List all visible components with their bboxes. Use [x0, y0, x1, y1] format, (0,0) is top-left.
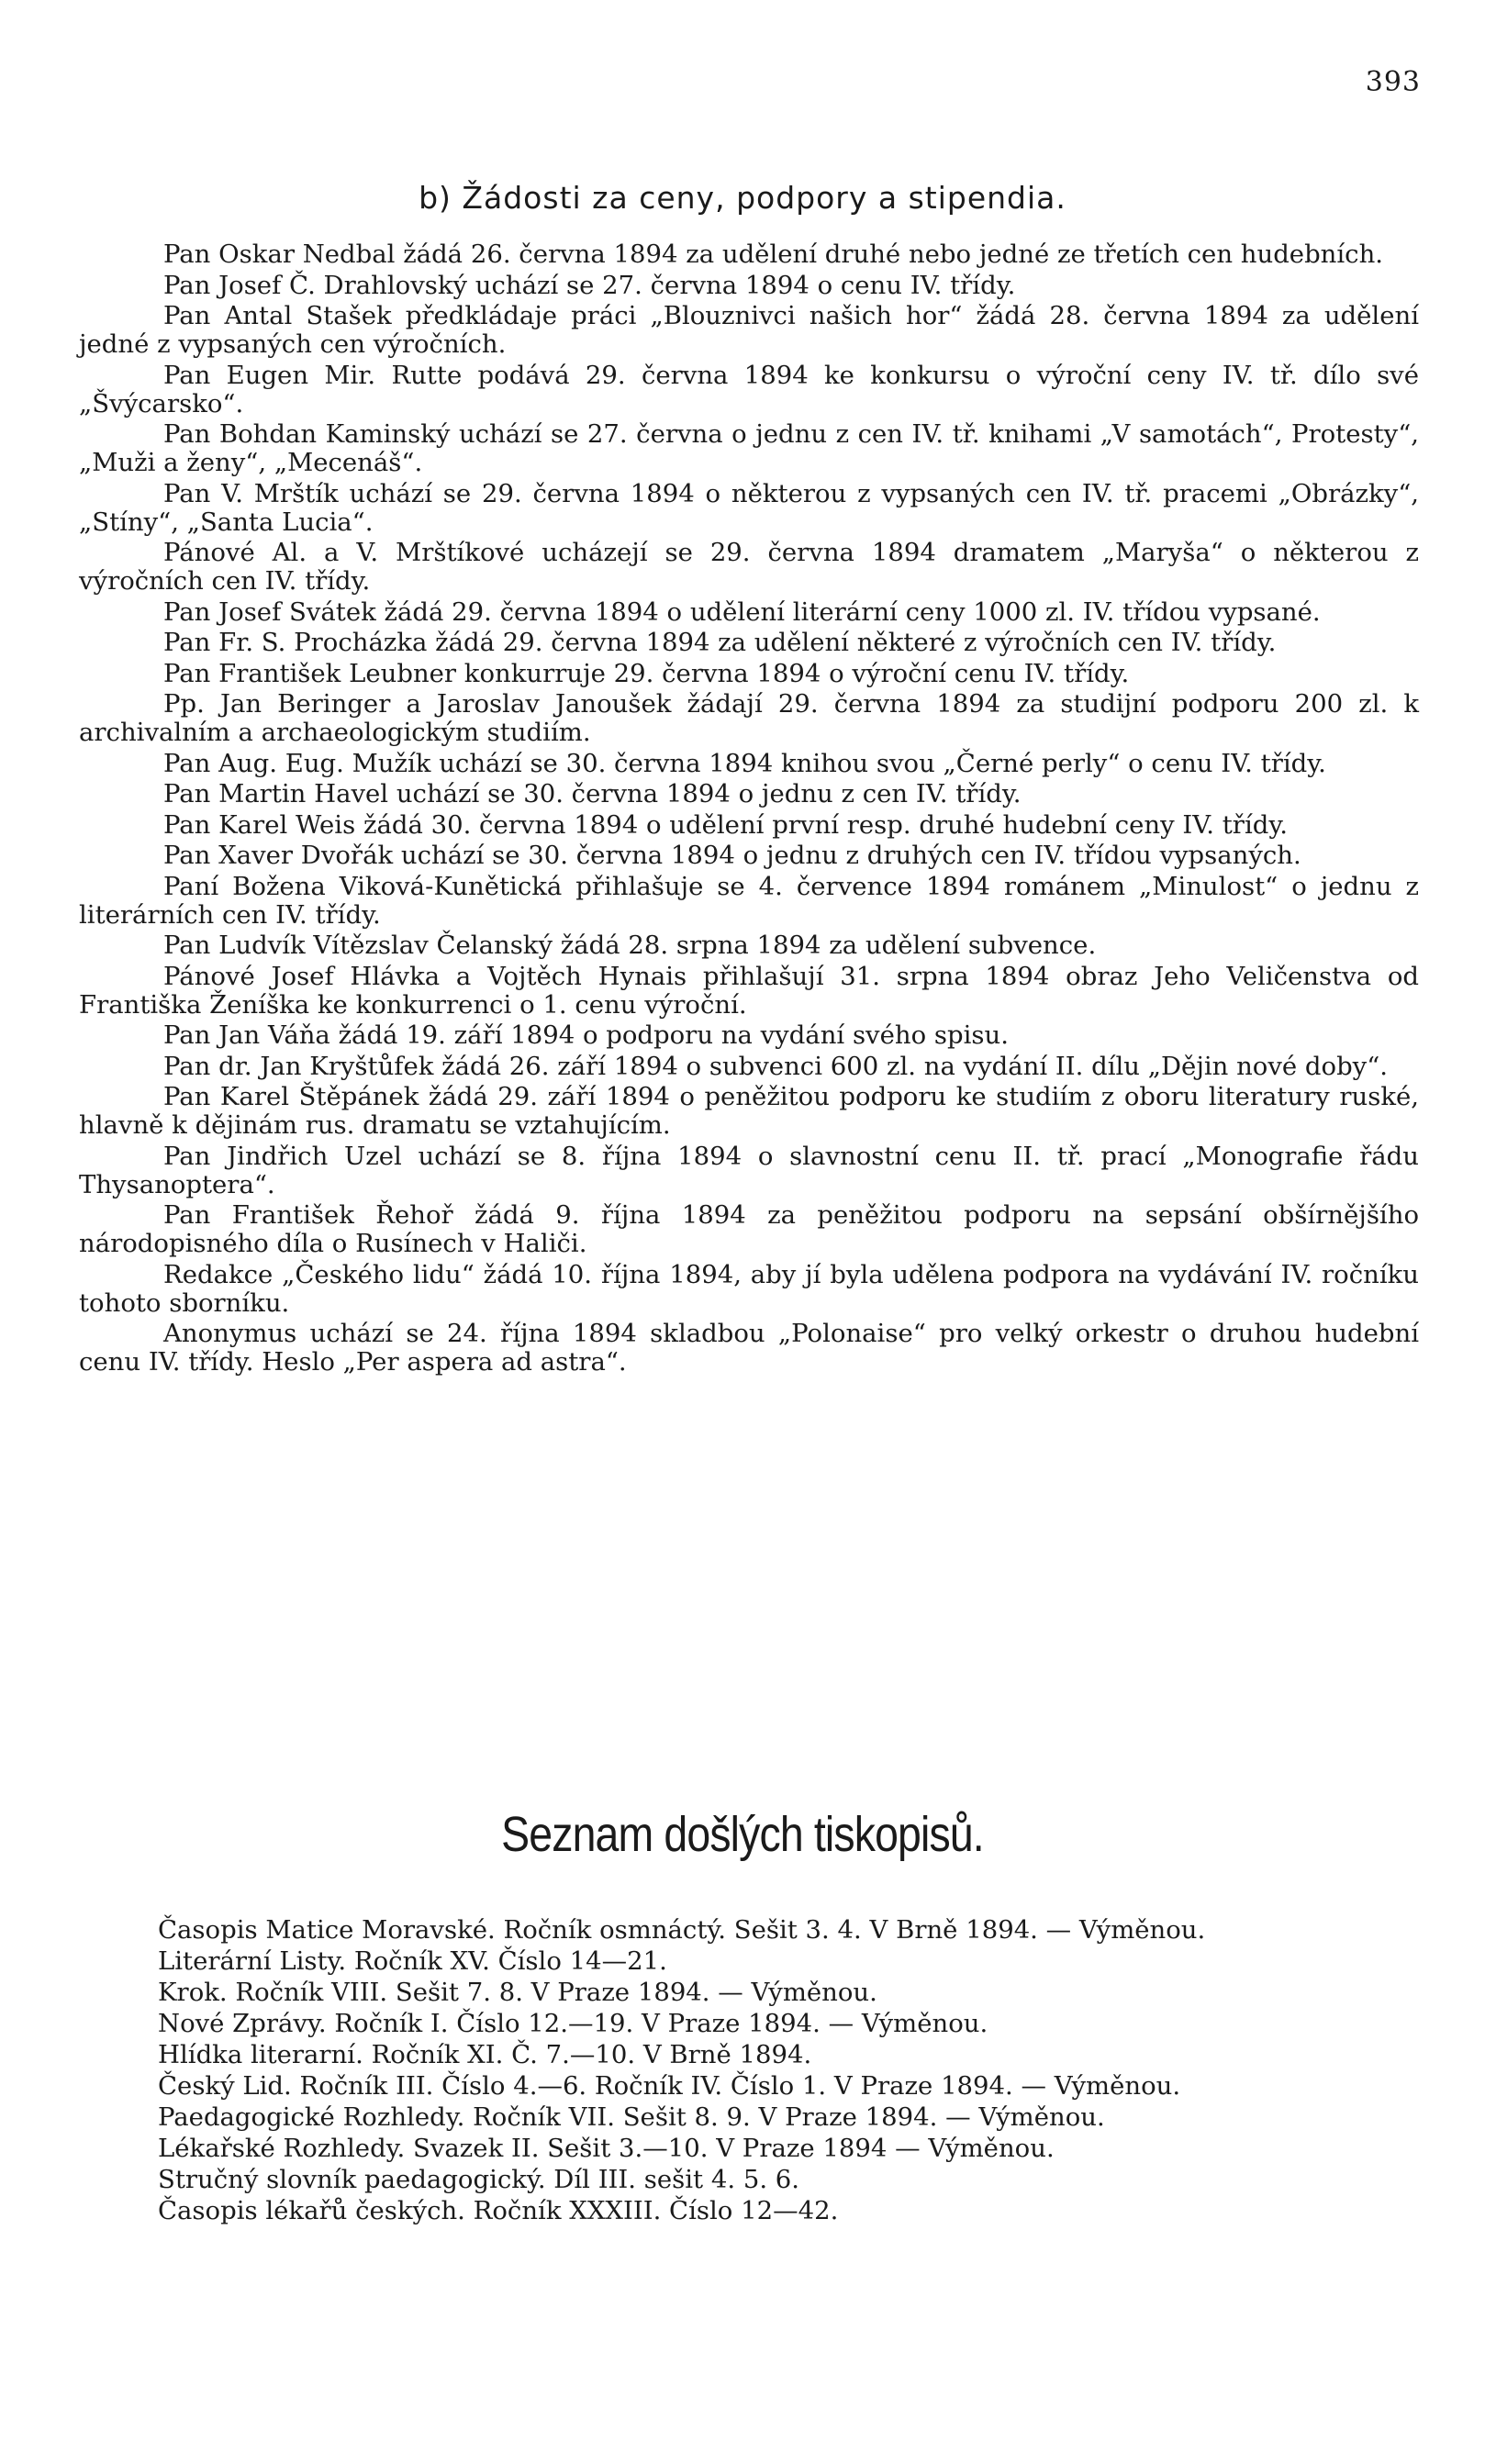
periodical-item: Paedagogické Rozhledy. Ročník VII. Sešit 8. 9. V Praze 1894. — Výměnou. [158, 2102, 1105, 2132]
list-item: Pan Aug. Eug. Mužík uchází se 30. června 1894 knihou svou „Černé perly“ o cenu IV. třídy. [163, 748, 1326, 778]
page-number: 393 [1365, 66, 1421, 98]
applications-list [79, 240, 1419, 1379]
list-item: Pan Josef Svátek žádá 29. června 1894 o udělení literární ceny 1000 zl. IV. třídou vypsané. [163, 596, 1321, 627]
list-item: Pan Karel Weis žádá 30. června 1894 o udělení první resp. druhé hudební ceny IV. třídy. [163, 809, 1288, 840]
list-item: Pan V. Mrštík uchází se 29. června 1894 o některou z vypsaných cen IV. tř. pracemi „Obrázky“, „Stíny“, „Santa Lucia“. [79, 478, 1419, 537]
list-item: Pan Xaver Dvořák uchází se 30. června 1894 o jednu z druhých cen IV. třídou vypsaných. [163, 841, 1301, 870]
list-item: Pánové Josef Hlávka a Vojtěch Hynais přihlašují 31. srpna 1894 obraz Jeho Veličenstva od Františka Ženíška ke konkurrenci o 1. cenu výroční. [79, 961, 1419, 1020]
periodical-item: Lékařské Rozhledy. Svazek II. Sešit 3.—10. V Praze 1894 — Výměnou. [158, 2134, 1055, 2163]
listing-title: Seznam došlých tiskopisů. [501, 1807, 984, 1862]
list-item: Anonymus uchází se 24. října 1894 skladbou „Polonaise“ pro velký orkestr o druhou hudební cenu IV. třídy. Heslo „Per aspera ad astra“. [79, 1319, 1419, 1377]
periodical-item: Nové Zprávy. Ročník I. Číslo 12.—19. V Praze 1894. — Výměnou. [158, 2009, 988, 2038]
list-item: Pan Jindřich Uzel uchází se 8. října 1894 o slavnostní cenu II. tř. prací „Monografie řádu Thysanoptera“. [79, 1141, 1419, 1199]
list-item: Pan Antal Stašek předkládaje práci „Blouznivci našich hor“ žádá 28. června 1894 za udělení jedné z vypsaných cen výročních. [79, 301, 1419, 359]
list-item: Paní Božena Viková-Kunětická přihlašuje se 4. července 1894 románem „Minulost“ o jednu z literárních cen IV. třídy. [79, 871, 1419, 930]
periodical-item: Český Lid. Ročník III. Číslo 4.—6. Ročník IV. Číslo 1. V Praze 1894. — Výměnou. [158, 2071, 1181, 2101]
periodical-item: Hlídka literarní. Ročník XI. Č. 7.—10. V Brně 1894. [158, 2040, 812, 2069]
list-item: Pan Martin Havel uchází se 30. června 1894 o jednu z cen IV. třídy. [163, 779, 1022, 808]
periodical-item: Stručný slovník paedagogický. Díl III. sešit 4. 5. 6. [158, 2165, 800, 2194]
list-item: Pan Oskar Nedbal žádá 26. června 1894 za udělení druhé nebo jedné ze třetích cen hudebních. [163, 240, 1384, 269]
list-item: Pan František Leubner konkurruje 29. června 1894 o výroční cenu IV. třídy. [163, 658, 1130, 688]
list-item: Pan Eugen Mir. Rutte podává 29. června 1894 ke konkursu o výroční ceny IV. tř. dílo své „Švýcarsko“. [79, 360, 1419, 418]
section-heading: b) Žádosti za ceny, podpory a stipendia. [419, 180, 1066, 216]
periodical-item: Časopis Matice Moravské. Ročník osmnáctý. Sešit 3. 4. V Brně 1894. — Výměnou. [158, 1915, 1206, 1945]
list-item: Pan dr. Jan Kryštůfek žádá 26. září 1894 o subvenci 600 zl. na vydání II. dílu „Dějin nové doby“. [163, 1051, 1389, 1081]
periodical-item: Krok. Ročník VIII. Sešit 7. 8. V Praze 1894. — Výměnou. [158, 1978, 877, 2007]
list-item: Pan Karel Štěpánek žádá 29. září 1894 o peněžitou podporu ke studiím z oboru literatury ruské, hlavně k dějinám rus. dramatu se vztahujícím. [79, 1082, 1419, 1140]
list-item: Pánové Al. a V. Mrštíkové ucházejí se 29. června 1894 dramatem „Maryša“ o některou z výročních cen IV. třídy. [79, 538, 1419, 596]
list-item: Redakce „Českého lidu“ žádá 10. října 1894, aby jí byla udělena podpora na vydávání IV. ročníku tohoto sborníku. [79, 1259, 1419, 1318]
list-item: Pan Ludvík Vítězslav Čelanský žádá 28. srpna 1894 za udělení subvence. [163, 931, 1097, 960]
list-item: Pan Bohdan Kaminský uchází se 27. června o jednu z cen IV. tř. knihami „V samotách“, Protesty“, „Muži a ženy“, „Mecenáš“. [79, 419, 1419, 477]
periodicals-list [79, 1916, 1419, 2228]
list-item: Pan Josef Č. Drahlovský uchází se 27. června 1894 o cenu IV. třídy. [163, 270, 1016, 300]
periodical-item: Časopis lékařů českých. Ročník XXXIII. Číslo 12—42. [158, 2196, 839, 2225]
periodical-item: Literární Listy. Ročník XV. Číslo 14—21. [158, 1946, 667, 1976]
list-item: Pan Jan Váňa žádá 19. září 1894 o podporu na vydání svého spisu. [163, 1020, 1009, 1050]
list-item: Pan František Řehoř žádá 9. října 1894 za peněžitou podporu na sepsání obšírnějšího národopisného díla o Rusínech v Haliči. [79, 1200, 1419, 1258]
list-item: Pp. Jan Beringer a Jaroslav Janoušek žádají 29. června 1894 za studijní podporu 200 zl. k archivalním a archaeologickým studiím. [79, 689, 1419, 747]
list-item: Pan Fr. S. Procházka žádá 29. června 1894 za udělení některé z výročních cen IV. třídy. [163, 628, 1277, 657]
